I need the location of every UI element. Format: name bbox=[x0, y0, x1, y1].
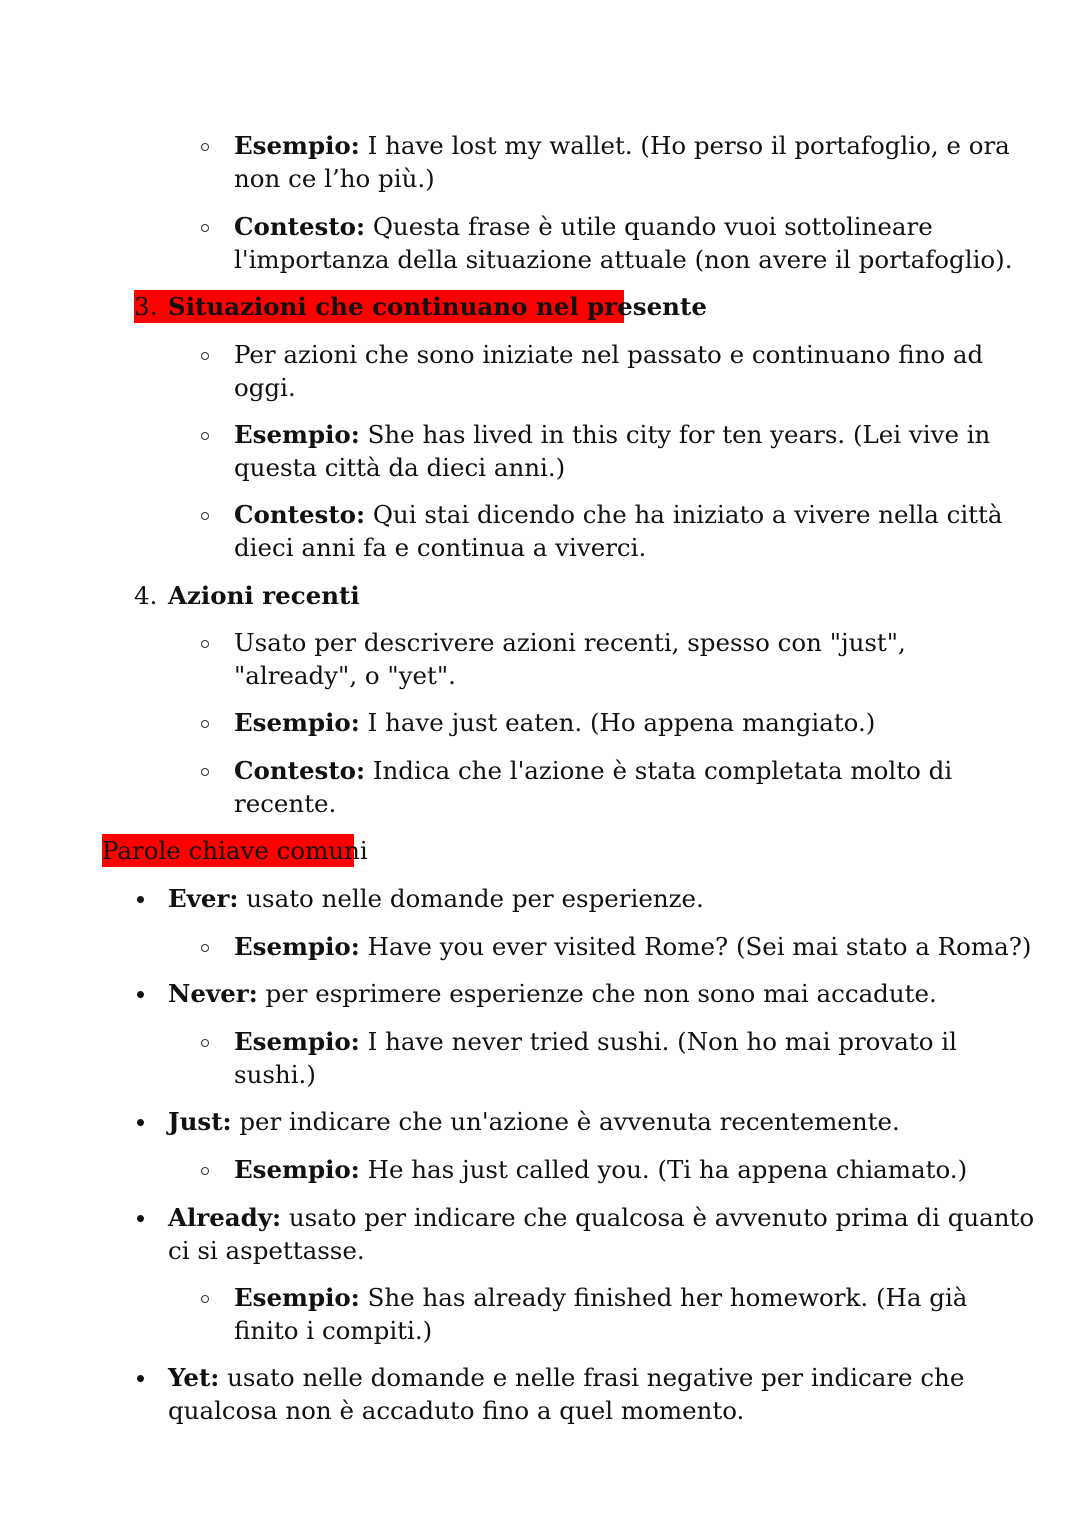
list-item: Per azioni che sono iniziate nel passato e continuano fino ad bbox=[234, 340, 984, 369]
context-line-cont: l'importanza della situazione attuale (non avere il portafoglio). bbox=[234, 245, 1013, 274]
context-line: Contesto: Indica che l'azione è stata completata molto di bbox=[234, 756, 953, 785]
bullet-dot-icon bbox=[137, 1375, 144, 1382]
circle-bullet-icon bbox=[201, 944, 209, 952]
section-3-heading: 3. Situazioni che continuano nel presente bbox=[134, 292, 707, 321]
bullet-dot-icon bbox=[137, 896, 144, 903]
keyword-never: Never: per esprimere esperienze che non sono mai accadute. bbox=[168, 979, 937, 1008]
keywords-heading: Parole chiave comuni bbox=[102, 836, 368, 865]
context-line-cont: dieci anni fa e continua a viverci. bbox=[234, 533, 647, 562]
keyword-just: Just: per indicare che un'azione è avvenuta recentemente. bbox=[168, 1107, 900, 1136]
list-item: Usato per descrivere azioni recenti, spesso con "just", bbox=[234, 628, 906, 657]
example-line: Esempio: Have you ever visited Rome? (Sei mai stato a Roma?) bbox=[234, 932, 1032, 961]
example-line-cont: questa città da dieci anni.) bbox=[234, 453, 566, 482]
example-line: Esempio: I have just eaten. (Ho appena mangiato.) bbox=[234, 708, 876, 737]
circle-bullet-icon bbox=[201, 640, 209, 648]
section-4-heading: 4. Azioni recenti bbox=[134, 581, 360, 610]
circle-bullet-icon bbox=[201, 720, 209, 728]
circle-bullet-icon bbox=[201, 1039, 209, 1047]
example-line-cont: sushi.) bbox=[234, 1060, 316, 1089]
bullet-dot-icon bbox=[137, 1119, 144, 1126]
circle-bullet-icon bbox=[201, 1295, 209, 1303]
circle-bullet-icon bbox=[201, 352, 209, 360]
example-line: Esempio: She has lived in this city for ten years. (Lei vive in bbox=[234, 420, 991, 449]
list-item-cont: "already", o "yet". bbox=[234, 661, 456, 690]
circle-bullet-icon bbox=[201, 512, 209, 520]
keyword-already-cont: ci si aspettasse. bbox=[168, 1236, 365, 1265]
circle-bullet-icon bbox=[201, 432, 209, 440]
context-line-cont: recente. bbox=[234, 789, 337, 818]
example-line: Esempio: I have never tried sushi. (Non ho mai provato il bbox=[234, 1027, 957, 1056]
example-line: Esempio: She has already finished her homework. (Ha già bbox=[234, 1283, 968, 1312]
list-item-cont: oggi. bbox=[234, 373, 296, 402]
bullet-dot-icon bbox=[137, 1215, 144, 1222]
keyword-yet-cont: qualcosa non è accaduto fino a quel momento. bbox=[168, 1396, 745, 1425]
circle-bullet-icon bbox=[201, 224, 209, 232]
keyword-ever: Ever: usato nelle domande per esperienze. bbox=[168, 884, 704, 913]
bullet-dot-icon bbox=[137, 991, 144, 998]
circle-bullet-icon bbox=[201, 1167, 209, 1175]
circle-bullet-icon bbox=[201, 768, 209, 776]
context-line: Contesto: Qui stai dicendo che ha iniziato a vivere nella città bbox=[234, 500, 1003, 529]
example-line-cont: finito i compiti.) bbox=[234, 1316, 433, 1345]
keyword-yet: Yet: usato nelle domande e nelle frasi negative per indicare che bbox=[168, 1363, 965, 1392]
circle-bullet-icon bbox=[201, 143, 209, 151]
example-line: Esempio: He has just called you. (Ti ha appena chiamato.) bbox=[234, 1155, 968, 1184]
keyword-already: Already: usato per indicare che qualcosa è avvenuto prima di quanto bbox=[168, 1203, 1035, 1232]
example-line-cont: non ce l’ho più.) bbox=[234, 164, 435, 193]
example-line: Esempio: I have lost my wallet. (Ho perso il portafoglio, e ora bbox=[234, 131, 1010, 160]
context-line: Contesto: Questa frase è utile quando vuoi sottolineare bbox=[234, 212, 933, 241]
